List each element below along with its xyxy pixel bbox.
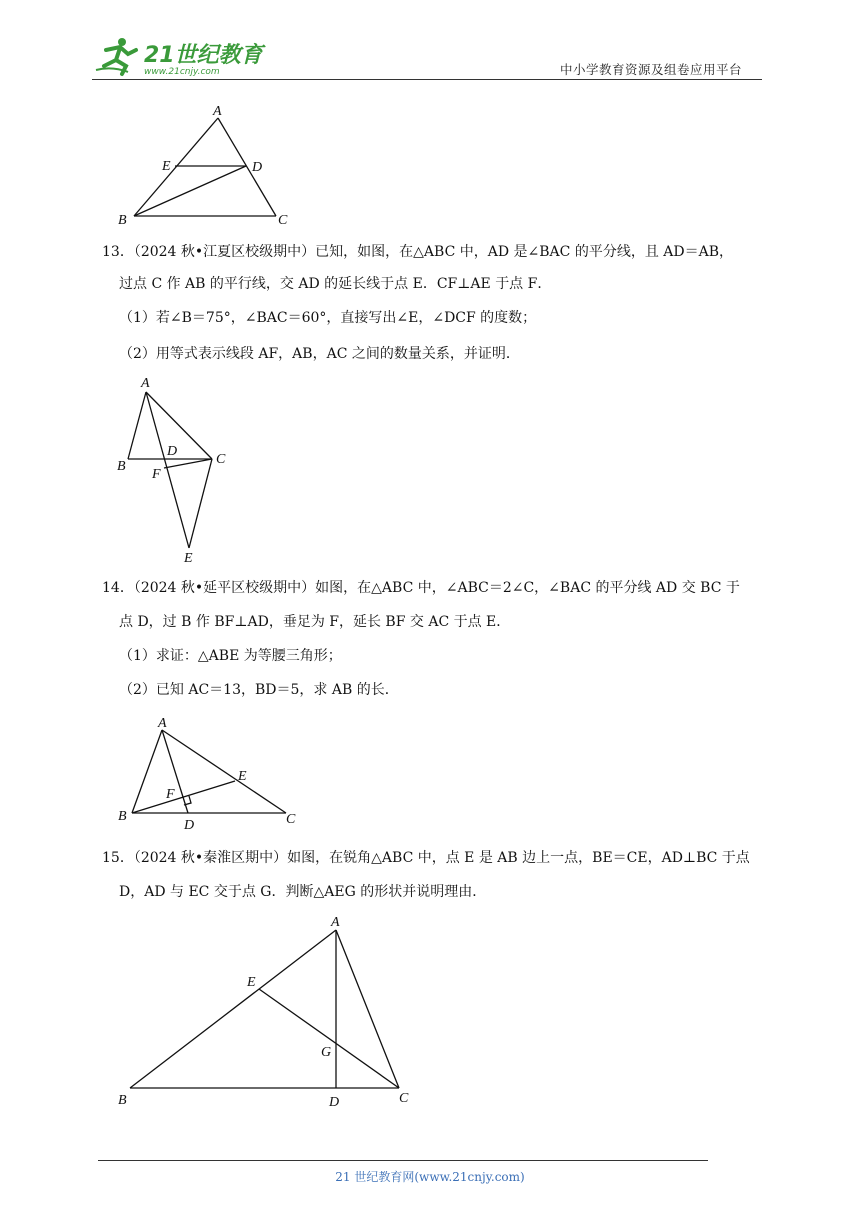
- site-logo: [92, 36, 267, 78]
- label-E: E: [238, 769, 247, 784]
- footer-divider: [98, 1160, 708, 1161]
- runner-icon: [96, 38, 136, 74]
- figure-q12: [110, 100, 310, 230]
- label-D: D: [252, 160, 263, 175]
- q13-line2: 过点 C 作 AB 的平行线，交 AD 的延长线于点 E．CF⊥AE 于点 F．: [119, 276, 552, 292]
- label-A: A: [213, 104, 222, 119]
- label-A: A: [158, 716, 167, 731]
- label-A: A: [331, 915, 340, 930]
- q14-part1: （1）求证：△ABE 为等腰三角形；: [119, 648, 342, 664]
- logo-title: 21世纪教育: [144, 43, 263, 68]
- label-B: B: [118, 1093, 127, 1108]
- label-G: G: [321, 1045, 332, 1060]
- label-B: B: [118, 213, 127, 228]
- label-C: C: [399, 1091, 409, 1106]
- q15-line1: 15．（2024 秋•秦淮区期中）如图，在锐角△ABC 中，点 E 是 AB 边上一点，BE＝CE，AD⊥BC 于点: [102, 850, 750, 866]
- footer-site-link[interactable]: 21 世纪教育网(www.21cnjy.com): [335, 1170, 525, 1184]
- label-B: B: [117, 459, 126, 474]
- header-divider: [92, 79, 762, 80]
- label-E: E: [162, 159, 171, 174]
- figure-q15: [110, 910, 430, 1115]
- figure-q14: [110, 712, 310, 832]
- label-E: E: [184, 551, 193, 566]
- label-D: D: [184, 818, 195, 832]
- q13-part2: （2）用等式表示线段 AF，AB，AC 之间的数量关系，并证明．: [119, 346, 520, 362]
- label-D: D: [329, 1095, 340, 1110]
- label-E: E: [247, 975, 256, 990]
- label-F: F: [166, 787, 175, 802]
- label-C: C: [216, 452, 226, 467]
- logo-url: www.21cnjy.com: [144, 67, 220, 77]
- label-C: C: [278, 213, 288, 228]
- q13-part1: （1）若∠B＝75°，∠BAC＝60°，直接写出∠E，∠DCF 的度数；: [119, 310, 537, 326]
- q15-line2: D，AD 与 EC 交于点 G．判断△AEG 的形状并说明理由．: [119, 884, 487, 900]
- figure-q13: [110, 370, 250, 570]
- label-D: D: [167, 444, 178, 459]
- label-F: F: [152, 467, 161, 482]
- label-C: C: [286, 812, 296, 827]
- q13-line1: 13．（2024 秋•江夏区校级期中）已知，如图，在△ABC 中，AD 是∠BAC 的平分线，且 AD＝AB，: [102, 244, 733, 260]
- q14-line1: 14．（2024 秋•延平区校级期中）如图，在△ABC 中，∠ABC＝2∠C，∠BAC 的平分线 AD 交 BC 于: [102, 580, 740, 596]
- label-A: A: [141, 376, 150, 391]
- q14-part2: （2）已知 AC＝13，BD＝5，求 AB 的长．: [119, 682, 399, 698]
- header-platform-text: 中小学教育资源及组卷应用平台: [560, 62, 743, 77]
- q14-line2: 点 D，过 B 作 BF⊥AD，垂足为 F，延长 BF 交 AC 于点 E．: [119, 614, 511, 630]
- label-B: B: [118, 809, 127, 824]
